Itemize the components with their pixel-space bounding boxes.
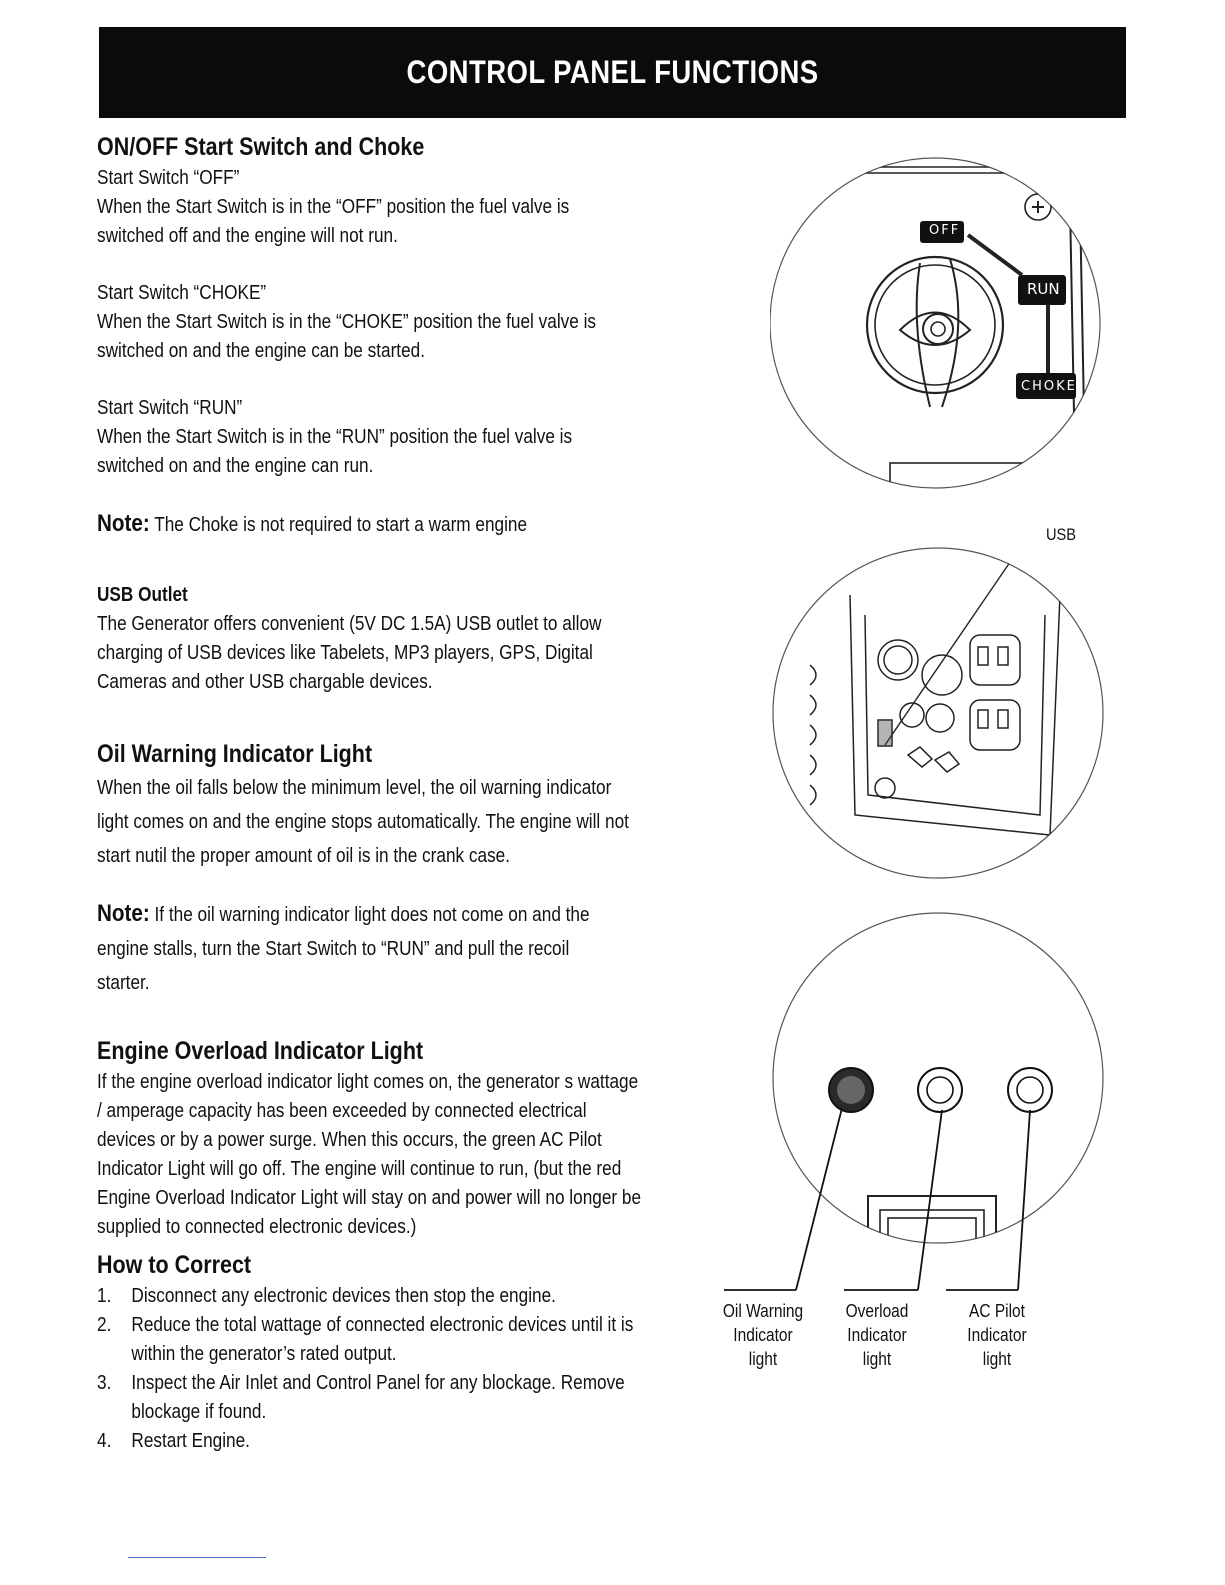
correct-steps <box>97 1282 717 1456</box>
overload-heading: Engine Overload Indicator Light <box>97 1037 424 1065</box>
list-item-continuation: within the generator’s rated output. <box>131 1343 397 1365</box>
oil-note-line3: starter. <box>97 972 150 994</box>
off-line1: When the Start Switch is in the “OFF” position the fuel valve is <box>97 196 570 218</box>
oil-note-text: If the oil warning indicator light does not come on and the <box>149 904 590 926</box>
usb-outlet-figure <box>770 535 1120 895</box>
indicator-lights-figure <box>720 910 1120 1310</box>
choke-line1: When the Start Switch is in the “CHOKE” position the fuel valve is <box>97 311 597 333</box>
text-column <box>97 130 717 1456</box>
oil-line3: start nutil the proper amount of oil is in the crank case. <box>97 845 511 867</box>
list-item: 4. Restart Engine. <box>97 1430 250 1452</box>
usb-label: USB <box>1046 525 1077 544</box>
start-switch-figure <box>770 145 1120 505</box>
off-title: Start Switch “OFF” <box>97 167 240 189</box>
oil-note-line1 <box>97 897 630 932</box>
overload-line3: devices or by a power surge. When this occurs, the green AC Pilot <box>97 1129 602 1151</box>
usb-line3: Cameras and other USB chargable devices. <box>97 671 433 693</box>
off-tag: OFF <box>929 223 961 238</box>
list-item: 1. Disconnect any electronic devices then stop the engine. <box>97 1285 556 1307</box>
run-title: Start Switch “RUN” <box>97 397 243 419</box>
overload-line4: Indicator Light will go off. The engine will continue to run, (but the red <box>97 1158 622 1180</box>
overload-line1: If the engine overload indicator light comes on, the generator s wattage <box>97 1071 639 1093</box>
switch-heading: ON/OFF Start Switch and Choke <box>97 133 425 161</box>
correct-heading: How to Correct <box>97 1251 252 1279</box>
list-item: 3. Inspect the Air Inlet and Control Panel for any blockage. Remove <box>97 1372 625 1394</box>
note-text: The Choke is not required to start a warm engine <box>149 514 528 536</box>
list-item-continuation: blockage if found. <box>131 1401 267 1423</box>
switch-note <box>97 507 630 542</box>
footer-rule <box>128 1557 266 1558</box>
oil-line2: light comes on and the engine stops automatically. The engine will not <box>97 811 629 833</box>
usb-line2: charging of USB devices like Tabelets, MP3 players, GPS, Digital <box>97 642 593 664</box>
oil-note-line2: engine stalls, turn the Start Switch to “RUN” and pull the recoil <box>97 938 570 960</box>
note-label: Note: <box>97 510 150 537</box>
overload-line2: / amperage capacity has been exceeded by connected electrical <box>97 1100 587 1122</box>
usb-line1: The Generator offers convenient (5V DC 1.5A) USB outlet to allow <box>97 613 602 635</box>
overload-line6: supplied to connected electronic devices.) <box>97 1216 417 1238</box>
run-tag: RUN <box>1027 280 1060 298</box>
oil-line1: When the oil falls below the minimum level, the oil warning indicator <box>97 777 612 799</box>
choke-tag: CHOKE <box>1021 379 1077 394</box>
oil-warning-callout: Oil Warning Indicator light <box>722 1301 804 1369</box>
run-line1: When the Start Switch is in the “RUN” position the fuel valve is <box>97 426 573 448</box>
note-label: Note: <box>97 900 150 927</box>
page-title: CONTROL PANEL FUNCTIONS <box>406 54 819 90</box>
run-line2: switched on and the engine can run. <box>97 455 374 477</box>
choke-line2: switched on and the engine can be started. <box>97 340 425 362</box>
ac-pilot-callout: AC Pilot Indicator light <box>967 1301 1027 1369</box>
title-banner <box>99 27 1126 118</box>
overload-callout: Overload Indicator light <box>845 1301 909 1369</box>
list-item: 2. Reduce the total wattage of connected electronic devices until it is <box>97 1314 634 1336</box>
oil-heading: Oil Warning Indicator Light <box>97 740 373 768</box>
overload-line5: Engine Overload Indicator Light will stay on and power will no longer be <box>97 1187 642 1209</box>
usb-heading: USB Outlet <box>97 584 188 606</box>
choke-title: Start Switch “CHOKE” <box>97 282 267 304</box>
off-line2: switched off and the engine will not run. <box>97 225 398 247</box>
